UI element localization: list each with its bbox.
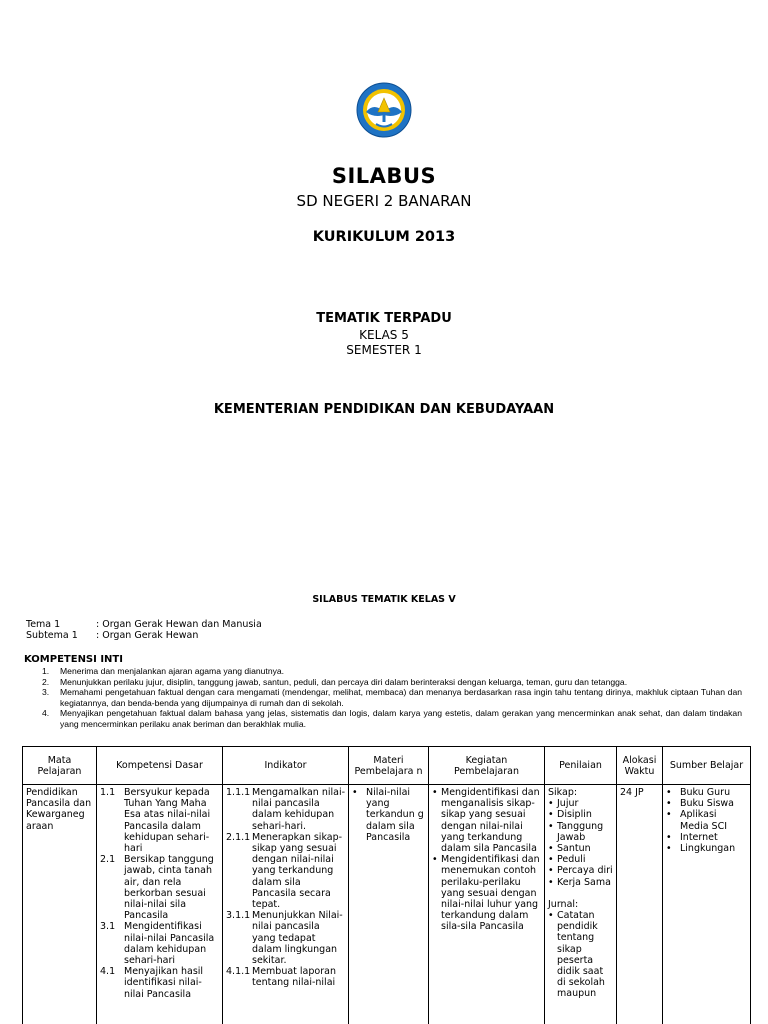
curriculum-title: KURIKULUM 2013 — [312, 229, 456, 245]
penilaian-item: • Disiplin — [548, 809, 613, 820]
indikator-item: 2.1.1 Menerapkan sikap-sikap yang sesuai dengan nilai-nilai yang terkandung dalam sila Pancasila secara tepat. — [226, 831, 343, 911]
school-name: SD NEGERI 2 BANARAN — [296, 192, 472, 210]
penilaian-item: • Santun — [548, 843, 613, 854]
kd-item: 3.1 Mengidentifikasi nilai-nilai Pancasila dalam kehidupan sehari-hari — [100, 921, 215, 967]
kompetensi-inti-list — [24, 666, 742, 730]
subtema-value: : Organ Gerak Hewan — [96, 630, 199, 641]
sumber-item: • Internet — [666, 832, 747, 843]
penilaian-item: • Peduli — [548, 854, 613, 865]
penilaian-jurnal-label: Jurnal: — [548, 898, 579, 910]
materi-item: • Nilai-nilai yang terkandun g dalam sila Pancasila — [352, 787, 425, 843]
sumber-item: • Lingkungan — [666, 843, 747, 854]
ki-item: 1. Menerima dan menjalankan ajaran agama yang dianutnya. — [42, 666, 285, 676]
class-label: KELAS 5 — [359, 328, 409, 342]
indikator-item: 3.1.1 Menunjukkan Nilai-nilai pancasila yang tedapat dalam lingkungan sekitar. — [226, 910, 343, 967]
cell-kegiatan — [429, 785, 545, 1024]
ki-item: 2. Menunjukkan perilaku jujur, disiplin, tanggung jawab, santun, peduli, dan percaya diri dalam berinteraksi dengan keluarga, teman, guru dan tetangga. — [42, 676, 628, 687]
cell-kd — [97, 785, 223, 1024]
subtema-label: Subtema 1 — [26, 630, 78, 641]
kegiatan-item: • Mengidentifikasi dan menemukan contoh perilaku-perilaku yang sesuai dengan nilai-nilai luhur yang terkandung dalam sila-sila Pancasila — [432, 854, 541, 932]
col-header-indikator: Indikator — [223, 747, 349, 785]
col-header-kegiatan: Kegiatan Pembelajaran — [429, 747, 545, 785]
indikator-item: 1.1.1 Mengamalkan nilai-nilai pancasila dalam kehidupan sehari-hari. — [226, 787, 346, 832]
subtema-line — [26, 630, 198, 641]
col-header-penilaian: Penilaian — [545, 747, 617, 785]
col-header-sumber: Sumber Belajar — [663, 747, 751, 785]
table-row — [23, 785, 751, 1024]
tema-label: Tema 1 — [26, 619, 61, 630]
col-header-alokasi: Alokasi Waktu — [617, 747, 663, 785]
penilaian-item: • Jujur — [548, 798, 613, 809]
penilaian-item: • Tanggung Jawab — [548, 821, 613, 843]
table-header-row — [23, 747, 751, 785]
jurnal-item: • Catatan pendidik tentang sikap peserta didik saat di sekolah maupun — [548, 910, 613, 1000]
cell-sumber — [663, 785, 751, 1024]
tema-line — [26, 619, 262, 630]
col-header-materi: Materi Pembelajara n — [349, 747, 429, 785]
sumber-item: • Buku Guru — [666, 787, 747, 798]
tut-wuri-handayani-logo — [356, 82, 412, 138]
col-header-mapel: Mata Pelajaran — [23, 747, 97, 785]
cell-materi — [349, 785, 429, 1024]
document-title: SILABUS — [331, 164, 437, 188]
kd-item: 1.1 Bersyukur kepada Tuhan Yang Maha Esa atas nilai-nilai Pancasila dalam kehidupan sehari-hari — [100, 787, 211, 855]
kompetensi-inti-heading: KOMPETENSI INTI — [24, 654, 123, 665]
cell-indikator — [223, 785, 349, 1024]
ministry-name: KEMENTERIAN PENDIDIKAN DAN KEBUDAYAAN — [213, 402, 555, 417]
penilaian-sikap-label: Sikap: — [548, 787, 578, 798]
sumber-item: • Aplikasi Media SCI — [666, 809, 747, 831]
cell-penilaian — [545, 785, 617, 1024]
kegiatan-item: • Mengidentifikasi dan menganalisis sikap-sikap yang sesuai dengan nilai-nilai yang terkandung dalam sila Pancasila — [432, 787, 541, 854]
cell-mapel: Pendidikan Pancasila dan Kewarganeg araan — [23, 785, 97, 1024]
cell-alokasi: 24 JP — [617, 785, 663, 1024]
syllabus-subtitle: SILABUS TEMATIK KELAS V — [312, 594, 456, 605]
syllabus-table — [22, 746, 751, 1024]
sumber-item: • Buku Siswa — [666, 798, 747, 809]
semester-label: SEMESTER 1 — [346, 343, 422, 357]
ki-item: 3. Memahami pengetahuan faktual dengan cara mengamati (mendengar, melihat, membaca) dan menanya berdasarkan rasa ingin tahu tentang dirinya, makhluk ciptaan Tuhan dan kegiatannya, dan benda-benda yang dijumpainya di rumah dan di sekolah. — [42, 687, 742, 708]
penilaian-item: • Kerja Sama — [548, 877, 613, 888]
penilaian-item: • Percaya diri — [548, 865, 613, 876]
theme-type: TEMATIK TERPADU — [316, 311, 452, 326]
kd-item: 4.1 Menyajikan hasil identifikasi nilai-nilai Pancasila — [100, 966, 204, 1000]
kd-item: 2.1 Bersikap tanggung jawab, cinta tanah air, dan rela berkorban sesuai nilai-nilai sila Pancasila — [100, 854, 214, 922]
col-header-kd: Kompetensi Dasar — [97, 747, 223, 785]
indikator-item: 4.1.1 Membuat laporan tentang nilai-nilai — [226, 966, 336, 989]
ki-item: 4. Menyajikan pengetahuan faktual dalam bahasa yang jelas, sistematis dan logis, dalam karya yang estetis, dalam gerakan yang mencerminkan anak sehat, dan dalam tindakan yang mencerminkan perilaku anak beriman dan berakhlak mulia. — [42, 708, 742, 729]
tema-value: : Organ Gerak Hewan dan Manusia — [96, 619, 262, 630]
